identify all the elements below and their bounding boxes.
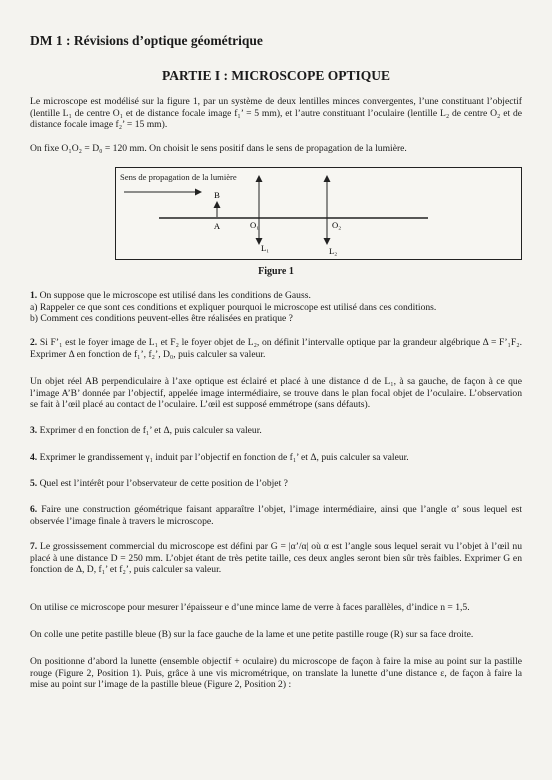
object-paragraph: Un objet réel AB perpendiculaire à l’axe optique est éclairé et placé à une distance d de L₁, à sa gauche, de façon à ce que l’image A’B’ donnée par l’objectif, appelée image intermédiaire, se trouve dans le plan focal objet de l’oculaire. L’observation se fait à l’œil placé au contact de l’oculaire. L’œil est supposé emmétrope (sans défauts). [30,376,522,411]
question-4-number: 4. [30,452,38,463]
question-1b: b) Comment ces conditions peuvent-elles être réalisées en pratique ? [30,313,293,325]
document-header: DM 1 : Révisions d’optique géométrique [30,33,263,48]
question-3 [30,425,522,437]
question-7 [30,541,522,576]
position-paragraph: On positionne d’abord la lunette (ensemble objectif + oculaire) du microscope de façon à faire la mise au point sur la pastille rouge (Figure 2, Position 1). Puis, grâce à une vis micrométrique, on translate la lunette d’une distance ε, de façon à faire la mise au point sur l’image de la pastille bleue (Figure 2, Position 2) : [30,656,522,691]
question-6-number: 6. [30,504,38,515]
question-1a: a) Rappeler ce que sont ces conditions et expliquer pourquoi le microscope est utilisé dans ces conditions. [30,301,437,313]
question-4-text: Exprimer le grandissement γ₁ induit par l’objectif en fonction de f₁’ et Δ, puis calculer sa valeur. [37,452,409,463]
question-5-number: 5. [30,478,38,489]
question-5 [30,478,522,490]
question-2 [30,337,522,360]
fix-paragraph: On fixe O₁O₂ = D₀ = 120 mm. On choisit le sens positif dans le sens de propagation de la lumière. [30,143,407,154]
question-6 [30,504,522,527]
question-6-text: Faire une construction géométrique faisant apparaître l’objet, l’image intermédiaire, ainsi que l’angle α’ sous lequel est observée l’image finale à travers le microscope. [30,504,522,527]
label-L1: L₁ [261,243,270,253]
pastille-paragraph: On colle une petite pastille bleue (B) sur la face gauche de la lame et une petite pastille rouge (R) sur sa face droite. [30,629,474,640]
question-7-text: Le grossissement commercial du microscope est défini par G = |α’/α| où α est l’angle sous lequel serait vu l’objet à l’œil nu placé à une distance D = 250 mm. L’objet étant de très petite taille, ces deux angles seront bien sûr très faibles. Exprimer G en fonction de Δ, D, f₁’ et f₂’, puis calculer sa valeur. [30,541,522,576]
intro-paragraph: Le microscope est modélisé sur la figure 1, par un système de deux lentilles minces convergentes, l’une constituant l’objectif (lentille L₁ de centre O₁ et de distance focale image f₁’ = 5 mm), et l’autre constituant l’oculaire (lentille L₂ de centre O₂ et de distance focale image f₂’ = 15 mm). [30,96,522,131]
question-1-number: 1. [30,290,38,301]
question-7-number: 7. [30,541,38,552]
question-3-number: 3. [30,425,38,436]
question-1 [30,290,522,325]
question-3-text: Exprimer d en fonction de f₁’ et Δ, puis calculer sa valeur. [37,425,262,436]
optics-diagram [116,168,521,259]
question-5-text: Quel est l’intérêt pour l’observateur de cette position de l’objet ? [37,478,288,489]
part-title: PARTIE I : MICROSCOPE OPTIQUE [161,68,391,83]
figure-1 [115,167,522,260]
question-1-text: On suppose que le microscope est utilisé dans les conditions de Gauss. [37,290,311,301]
thickness-paragraph: On utilise ce microscope pour mesurer l’épaisseur e d’une mince lame de verre à faces parallèles, d’indice n = 1,5. [30,602,470,613]
question-2-text: Si F’₁ est le foyer image de L₁ et F₂ le foyer objet de L₂, on définit l’intervalle optique par la grandeur algébrique Δ = F’₁F₂. Exprimer Δ en fonction de f₁’, f₂’, D₀, puis calculer sa valeur. [30,337,522,360]
label-O2: O₂ [332,220,342,230]
label-O1: O₁ [250,220,260,230]
label-B: B [214,190,220,200]
label-L2: L₂ [329,246,338,256]
question-4 [30,452,522,464]
question-2-number: 2. [30,337,38,348]
label-A: A [213,221,221,231]
propagation-label: Sens de propagation de la lumière [120,172,237,182]
figure-caption: Figure 1 [258,266,294,277]
